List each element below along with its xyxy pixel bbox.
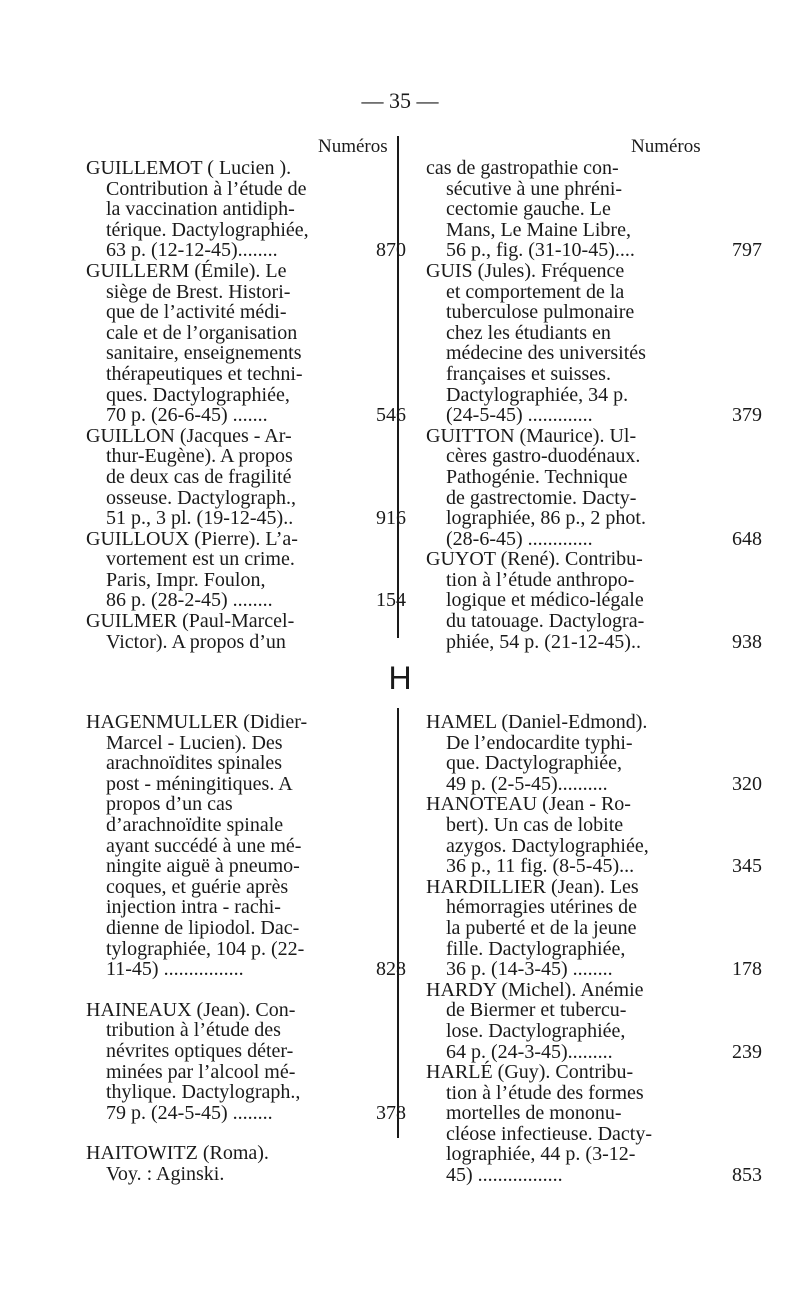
entry-line: cléose infectieuse. Dacty-	[446, 1122, 653, 1145]
bibliography-entry	[86, 259, 406, 427]
column-header-right: Numéros	[631, 136, 701, 157]
entry-line: tribution à l’étude des	[106, 1019, 281, 1042]
bibliography-entry	[86, 611, 362, 652]
entry-line: lographiée, 44 p. (3-12-	[446, 1143, 636, 1166]
top-right-column	[426, 157, 762, 653]
entry-number: 239	[732, 1040, 762, 1063]
column-header-left: Numéros	[318, 136, 388, 157]
entry-number: 546	[376, 404, 406, 427]
entry-line: GUIS (Jules). Fréquence	[426, 259, 625, 282]
entry-number: 916	[376, 507, 406, 530]
entry-line: tion à l’étude anthropo-	[446, 568, 635, 591]
entry-number: 828	[376, 958, 406, 981]
entry-line: post - méningitiques. A	[106, 772, 293, 795]
entry-line: Mans, Le Maine Libre,	[446, 218, 631, 241]
entry-line: Pathogénie. Technique	[446, 465, 628, 488]
entry-line: 45) .................	[446, 1164, 563, 1187]
entry-line: 51 p., 3 pl. (19-12-45)..	[106, 507, 294, 530]
entry-line: lose. Dactylographiée,	[446, 1019, 626, 1042]
bibliography-entry	[86, 998, 406, 1124]
entry-line: françaises et suisses.	[446, 362, 611, 385]
entry-number: 378	[376, 1101, 406, 1124]
entry-line: (28-6-45) .............	[446, 527, 593, 550]
entry-line: Contribution à l’étude de	[106, 177, 307, 200]
column-divider-top	[397, 136, 399, 638]
entry-line: propos d’un cas	[106, 793, 233, 816]
column-divider-bottom	[397, 708, 399, 1138]
bottom-left-column	[86, 711, 406, 1185]
entry-line: osseuse. Dactylograph.,	[106, 486, 296, 509]
entry-line: thur-Eugène). A propos	[106, 445, 293, 468]
bibliography-entry	[426, 875, 762, 981]
entry-line: HARDILLIER (Jean). Les	[426, 875, 639, 898]
entry-line: HARLÉ (Guy). Contribu-	[426, 1061, 634, 1084]
entry-line: injection intra - rachi-	[106, 896, 281, 919]
entry-line: tuberculose pulmonaire	[446, 301, 635, 324]
entry-number: 154	[376, 589, 406, 612]
entry-line: thérapeutiques et techni-	[106, 362, 303, 385]
entry-line: bert). Un cas de lobite	[446, 813, 624, 836]
entry-line: ningite aiguë à pneumo-	[106, 855, 300, 878]
entry-line: GUILLON (Jacques - Ar-	[86, 424, 292, 447]
entry-number: 853	[732, 1164, 762, 1187]
entry-line: la vaccination antidiph-	[106, 198, 295, 221]
entry-number: 797	[732, 239, 762, 262]
entry-line: tylographiée, 104 p. (22-	[106, 937, 305, 960]
entry-line: 70 p. (26-6-45) .......	[106, 404, 268, 427]
entry-line: dienne de lipiodol. Dac-	[106, 916, 300, 939]
entry-line: fille. Dactylographiée,	[446, 937, 626, 960]
bibliography-entry	[426, 157, 762, 262]
entry-line: cères gastro-duodénaux.	[446, 445, 641, 468]
entry-line: azygos. Dactylographiée,	[446, 834, 649, 857]
entry-line: Marcel - Lucien). Des	[106, 731, 283, 754]
entry-line: Dactylographiée, 34 p.	[446, 383, 629, 406]
bibliography-entry	[86, 1143, 362, 1184]
entry-line: siège de Brest. Histori-	[106, 280, 291, 303]
entry-number: 178	[732, 958, 762, 981]
entry-line: arachnoïdites spinales	[106, 752, 283, 775]
entry-line: 49 p. (2-5-45)..........	[446, 772, 608, 795]
entry-line: 63 p. (12-12-45)........	[106, 239, 278, 262]
entry-line: 36 p. (14-3-45) ........	[446, 958, 613, 981]
entry-line: hémorragies utérines de	[446, 896, 638, 919]
bibliography-entry	[426, 978, 762, 1063]
entry-line: GUYOT (René). Contribu-	[426, 548, 643, 571]
entry-line: GUITTON (Maurice). Ul-	[426, 424, 637, 447]
entry-line: GUILMER (Paul-Marcel-	[86, 610, 295, 633]
entry-line: De l’endocardite typhi-	[446, 731, 633, 754]
entry-line: 64 p. (24-3-45).........	[446, 1040, 613, 1063]
entry-line: de Biermer et tubercu-	[446, 999, 627, 1022]
bibliography-entry	[86, 711, 406, 981]
entry-line: HAGENMULLER (Didier-	[86, 711, 308, 733]
entry-line: (24-5-45) .............	[446, 404, 593, 427]
entry-line: cectomie gauche. Le	[446, 198, 611, 221]
bibliography-entry	[426, 1061, 762, 1187]
entry-line: 56 p., fig. (31-10-45)....	[446, 239, 635, 262]
entry-line: thylique. Dactylograph.,	[106, 1081, 301, 1104]
entry-line: 79 p. (24-5-45) ........	[106, 1101, 273, 1124]
entry-line: tion à l’étude des formes	[446, 1081, 644, 1104]
entry-number: 345	[732, 855, 762, 878]
entry-line: et comportement de la	[446, 280, 625, 303]
entry-line: mortelles de mononu-	[446, 1102, 622, 1125]
entry-line: du tatouage. Dactylogra-	[446, 610, 645, 633]
entry-number: 379	[732, 404, 762, 427]
entry-line: ayant succédé à une mé-	[106, 834, 302, 857]
entry-line: 86 p. (28-2-45) ........	[106, 589, 273, 612]
section-letter: H	[388, 660, 412, 696]
page-number: — 35 —	[361, 88, 439, 113]
entry-line: GUILLERM (Émile). Le	[86, 259, 287, 282]
entry-line: GUILLOUX (Pierre). L’a-	[86, 527, 298, 550]
entry-line: névrites optiques déter-	[106, 1039, 294, 1062]
entry-line: phiée, 54 p. (21-12-45)..	[446, 630, 641, 653]
entry-line: cale et de l’organisation	[106, 321, 298, 344]
entry-line: d’arachnoïdite spinale	[106, 813, 284, 836]
entry-line: ques. Dactylographiée,	[106, 383, 290, 406]
bibliography-entry	[86, 527, 406, 612]
entry-line: de gastrectomie. Dacty-	[446, 486, 637, 509]
entry-line: médecine des universités	[446, 342, 646, 365]
bibliography-entry	[426, 711, 762, 795]
entry-line: HAITOWITZ (Roma).	[86, 1142, 269, 1165]
entry-line: de deux cas de fragilité	[106, 465, 292, 488]
entry-line: HAMEL (Daniel-Edmond).	[426, 711, 648, 733]
entry-line: que de l’activité médi-	[106, 301, 287, 324]
entry-line: lographiée, 86 p., 2 phot.	[446, 507, 646, 530]
entry-number: 320	[732, 772, 762, 795]
entry-line: sanitaire, enseignements	[106, 342, 302, 365]
entry-line: que. Dactylographiée,	[446, 752, 623, 775]
bibliography-entry	[86, 424, 406, 530]
entry-line: 36 p., 11 fig. (8-5-45)...	[446, 855, 635, 878]
entry-line: Victor). A propos d’un	[106, 630, 286, 653]
bibliography-entry	[426, 259, 762, 427]
entry-line: HARDY (Michel). Anémie	[426, 978, 644, 1001]
entry-line: 11-45) ................	[106, 958, 244, 981]
bibliography-entry	[426, 424, 762, 550]
entry-number: 938	[732, 630, 762, 653]
entry-line: vortement est un crime.	[106, 548, 295, 571]
entry-line: minées par l’alcool mé-	[106, 1060, 296, 1083]
entry-line: térique. Dactylographiée,	[106, 218, 309, 241]
entry-number: 648	[732, 527, 762, 550]
entry-line: HANOTEAU (Jean - Ro-	[426, 793, 631, 816]
entry-line: chez les étudiants en	[446, 321, 611, 344]
bottom-right-column	[426, 711, 762, 1187]
bibliography-entry	[426, 793, 762, 878]
entry-line: GUILLEMOT ( Lucien ).	[86, 157, 292, 179]
entry-number: 870	[376, 239, 406, 262]
entry-line: logique et médico-légale	[446, 589, 644, 612]
bibliography-entry	[86, 157, 406, 262]
entry-line: HAINEAUX (Jean). Con-	[86, 998, 296, 1021]
entry-line: cas de gastropathie con-	[426, 157, 619, 179]
entry-line: Paris, Impr. Foulon,	[106, 568, 266, 591]
entry-line: Voy. : Aginski.	[106, 1162, 225, 1185]
entry-line: la puberté et de la jeune	[446, 916, 637, 939]
entry-line: coques, et guérie après	[106, 875, 289, 898]
top-left-column	[86, 157, 406, 653]
entry-line: sécutive à une phréni-	[446, 177, 623, 200]
bibliography-entry	[426, 548, 762, 653]
